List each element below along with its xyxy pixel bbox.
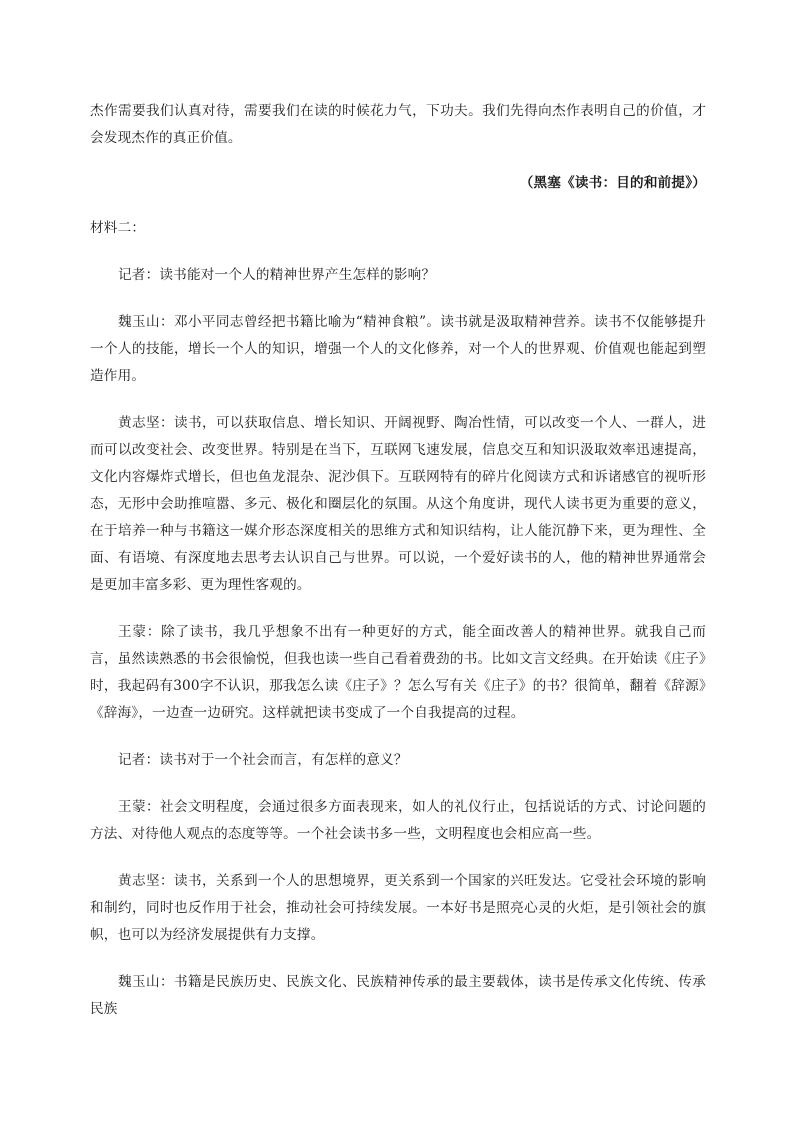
answer-wang-meng-1: 王蒙：除了读书，我几乎想象不出有一种更好的方式，能全面改善人的精神世界。就我自己而言，虽然读熟悉的书会很愉悦，但我也读一些自己看着费劲的书。比如文言文经典。在开始读《庄子》时，我起码有300字不认识，那我怎么读《庄子》？怎么写有关《庄子》的书？很简单，翻着《辞源》《辞海》，一边查一边研究。这样就把读书变成了一个自我提高的过程。 — [90, 624, 706, 721]
source-citation: （黑塞《读书：目的和前提》） — [519, 175, 706, 191]
answer-wang-meng-2: 王蒙：社会文明程度，会通过很多方面表现来，如人的礼仪行止，包括说话的方式、讨论问题的方法、对待他人观点的态度等等。一个社会读书多一些，文明程度也会相应高一些。 — [90, 799, 706, 842]
answer-wei-yushan-2: 魏玉山：书籍是民族历史、民族文化、民族精神传承的最主要载体，读书是传承文化传统、传承民族 — [90, 974, 706, 1017]
paragraph-continuation: 杰作需要我们认真对待，需要我们在读的时候花力气，下功夫。我们先得向杰作表明自己的价值，才会发现杰作的真正价值。 — [90, 103, 706, 146]
document-body — [90, 98, 706, 1023]
section-heading-material-two: 材料二： — [90, 220, 146, 236]
reporter-question-2: 记者：读书对于一个社会而言，有怎样的意义？ — [118, 752, 408, 768]
answer-huang-zhijian-2: 黄志坚：读书，关系到一个人的思想境界，更关系到一个国家的兴旺发达。它受社会环境的影响和制约，同时也反作用于社会，推动社会可持续发展。一本好书是照亮心灵的火炬，是引领社会的旗帜，也可以为经济发展提供有力支撑。 — [90, 873, 706, 943]
answer-huang-zhijian-1: 黄志坚：读书，可以获取信息、增长知识、开阔视野、陶冶性情，可以改变一个人、一群人，进而可以改变社会、改变世界。特别是在当下，互联网飞速发展，信息交互和知识汲取效率迅速提高，文化内容爆炸式增长，但也鱼龙混杂、泥沙俱下。互联网特有的碎片化阅读方式和诉诸感官的视听形态，无形中会助推喧嚣、多元、极化和圈层化的氛围。从这个角度讲，现代人读书更为重要的意义，在于培养一种与书籍这一媒介形态深度相关的思维方式和知识结构，让人能沉静下来，更为理性、全面、有语境、有深度地去思考去认识自己与世界。可以说，一个爱好读书的人，他的精神世界通常会是更加丰富多彩、更为理性客观的。 — [90, 415, 706, 593]
reporter-question-1: 记者：读书能对一个人的精神世界产生怎样的影响？ — [118, 267, 436, 283]
answer-wei-yushan-1: 魏玉山：邓小平同志曾经把书籍比喻为“精神食粮”。读书就是汲取精神营养。读书不仅能够提升一个人的技能，增长一个人的知识，增强一个人的文化修养，对一个人的世界观、价值观也能起到塑造作用。 — [90, 314, 706, 384]
